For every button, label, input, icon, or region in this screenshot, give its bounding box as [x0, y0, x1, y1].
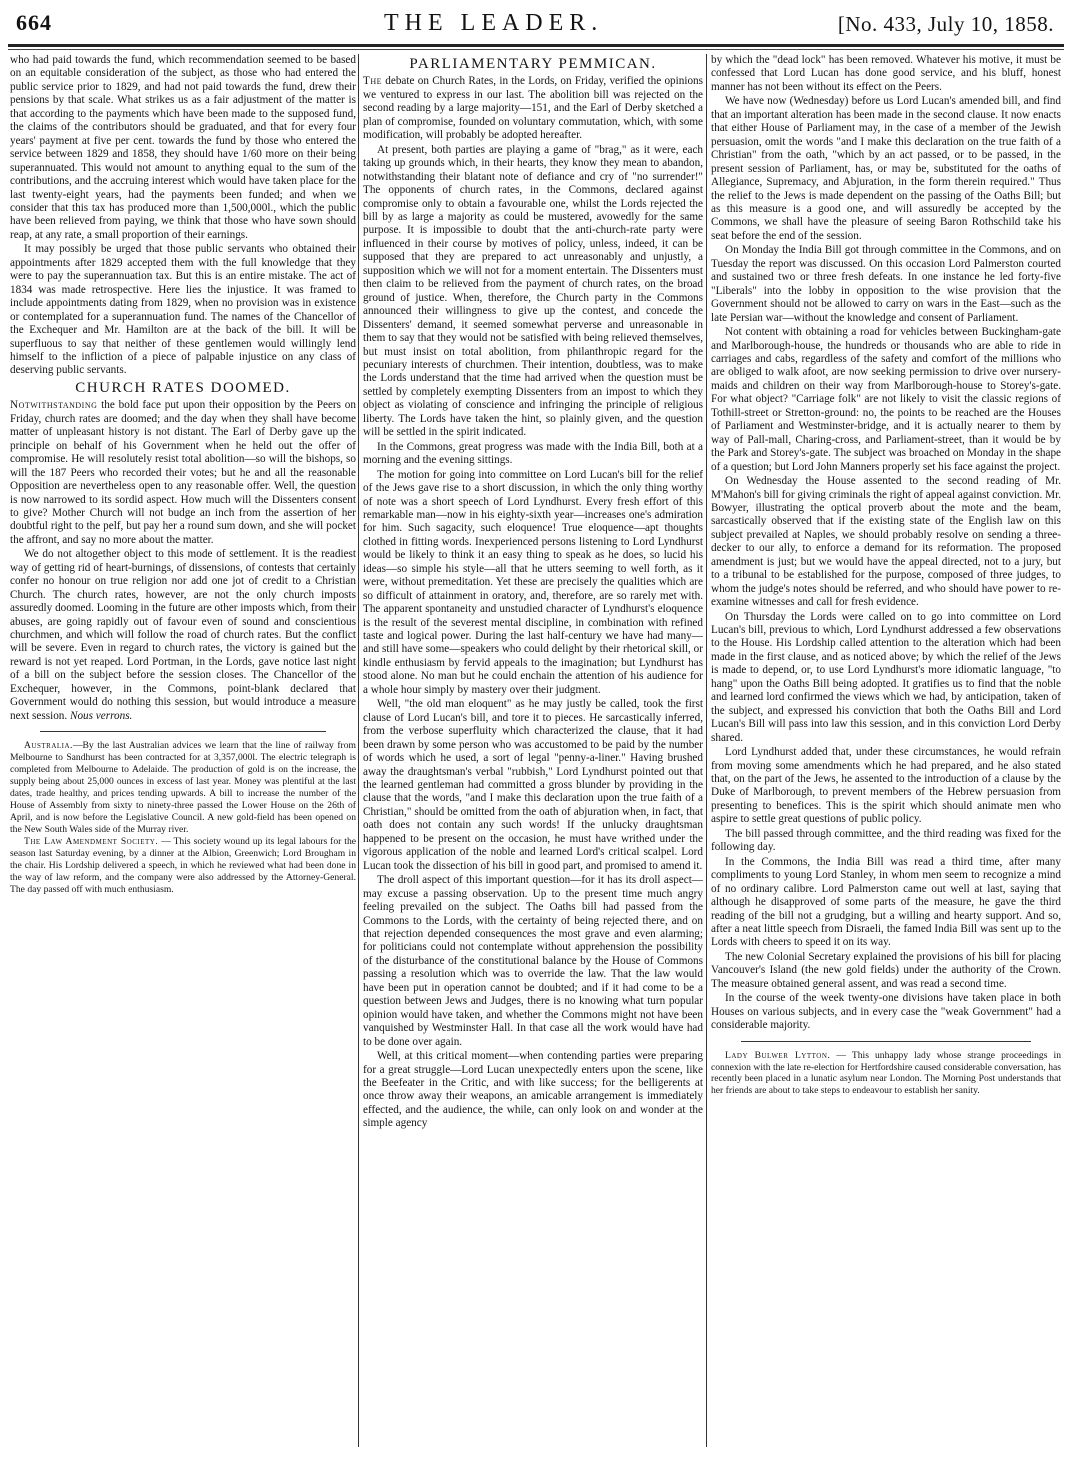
column-divider	[706, 54, 707, 1447]
section-divider	[40, 731, 326, 732]
article-paragraph: It may possibly be urged that those public servants who obtained their appointments after 1829 accepted them with the full knowledge that they were to pay the superannuation tax. But this is an entire mistake. The act of 1834 was made retrospective. Here lies the injustice. It was framed to include appointments dating from 1829, when no provision was in existence or contemplated for a superannuation fund. The names of the Chancellor of the Exchequer and Mr. Hamilton are at the back of the bill. It will be superfluous to say that neither of these gentlemen would willingly lend himself to the infliction of a piece of palpable injustice on any class of deserving public servants.	[10, 243, 356, 377]
section-divider	[741, 1041, 1031, 1042]
article-paragraph: Notwithstanding the bold face put upon their opposition by the Peers on Friday, church rates are doomed; and the day when they shall have become matter of unpleasant history is not distant. The Earl of Derby gave up the principle on behalf of his Government when he held out the offer of compromise. He will resolutely resist total abolition—so will the bishops, so will the 187 Peers who recorded their votes; but he and all the reasonable Opposition are nevertheless open to any reasonable offer. Well, the question is now narrowed to its sordid aspect. How much will the Dissenters consent to give? Mother Church will not budge an inch from the assertion of her doubtful right to the pelf, but pay her a round sum down, and she will pocket the affront, and say no more about the matter.	[10, 399, 356, 546]
column-divider	[358, 54, 359, 1447]
article-paragraph: At present, both parties are playing a game of "brag," as it were, each taking up grounds which, in their hearts, they know they mean to abandon, notwithstanding their blatant note of defiance and cry of "no surrender!" The opponents of church rates, in the Commons, declared against compromise only to obtain a favourable one, whilst the Lords rejected the bill by as large a majority as could be mustered, avowedly for the same purpose. It is impossible to doubt that the anti-church-rate party were influenced in their course by motives of policy, unless, indeed, it can be supposed that they are prepared to act unreasonably and unjustly, a supposition which we will not for a moment entertain. The Dissenters must then claim to be relieved from the payment of church rates, on the broad ground of justice. When, therefore, the Church party in the Commons announced their willingness to give up the contest, and concede the Dissenters' demand, it seemed somewhat perverse and unreasonable in them to say that they would not be satisfied with being relieved themselves, but must insist on total abolition, from philanthropic regard for the pecuniary interests of churchmen. Their intention, doubtless, was to make the Lords understand that the time had arrived when the question must be settled by completely exempting Dissenters from an impost to which they object as violating of conscience and infringing the principle of religious liberty. The Lords have taken the hint, so plainly given, and the question will be settled in the spirit indicated.	[363, 143, 703, 439]
column-3	[711, 54, 1061, 1451]
article-paragraph: The motion for going into committee on Lord Lucan's bill for the relief of the Jews gave rise to a short discussion, in which the only thing worthy of note was a short speech of Lord Lyndhurst. Every fresh effort of this remarkable man—now in his eighty-sixth year—increases one's admiration for him. Such sagacity, such eloquence! True eloquence—apt thoughts clothed in fitting words. Inexperienced persons listening to Lord Lyndhurst would be likely to think it an easy thing to speak as he does, so lucid his ideas—so simple his style—all that he utters seeming to well forth, as it were, without premeditation. Yet these are precisely the qualities which are so difficult of attainment in oratory, and, therefore, are so rarely met with. The apparent spontaneity and unstudied character of Lyndhurst's eloquence is the result of the severest mental discipline, in combination with refined taste and logical power. During the last half-century we have had many—and still have some—speakers who could delight by their rhetorical skill, or kindle enthusiasm by fervid appeals to the imagination; but Lyndhurst has stood alone. No man but he could enchain the attention of his audience for a whole hour simply by mastery over their judgment.	[363, 468, 703, 696]
article-paragraph: The debate on Church Rates, in the Lords, on Friday, verified the opinions we ventured to express in our last. The abolition bill was rejected on the second reading by a large majority—151, and the Earl of Derby sketched a plan of compromise, founded on voluntary commutation, which, with some modification, will probably be adopted hereafter.	[363, 75, 703, 142]
article-heading: CHURCH RATES DOOMED.	[75, 379, 291, 396]
article-paragraph: In the Commons, the India Bill was read a third time, after many compliments to young Lord Stanley, in whom men seem to recognize a mind of no ordinary calibre. Lord Palmerston came out well at last, saying that although he disapproved of some parts of the measure, he gave the third reading of the bill not a grudging, but a willing and hearty support. And so, after a neat little speech from Disraeli, the famed India Bill was sent up to the Lords with cheers to speed it on its way.	[711, 855, 1061, 949]
article-paragraph: In the Commons, great progress was made with the India Bill, both at a morning and the evening sittings.	[363, 440, 703, 467]
masthead	[4, 0, 1068, 36]
article-paragraph: Lord Lyndhurst added that, under these circumstances, he would refrain from moving some amendments which he had prepared, and he also stated that, on the part of the Jews, he assented to the introduction of a clause by the Duke of Marlborough, to prevent members of the Hebrew persuasion from presenting to benefices. This is the spirit which should animate men who aspire to settle great questions of public policy.	[711, 746, 1061, 826]
article-paragraph: The new Colonial Secretary explained the provisions of his bill for placing Vancouver's Island (the new gold fields) under the authority of the Crown. The measure obtained general assent, and was read a second time.	[711, 950, 1061, 990]
page-number: 664	[16, 10, 52, 35]
news-item: Australia.—By the last Australian advices we learn that the line of railway from Melbourne to Sandhurst has been contracted for at 3,357,000l. The electric telegraph is completed from Melbourne to Adelaide. The production of gold is on the increase, the supply being about 25,000 ounces in excess of last year. Money was plentiful at the last dates, trade healthy, and prices tending upwards. A bill to increase the number of the House of Assembly from sixty to ninety-three passed the Lower House on the 26th of April, and is now before the Legislative Council. A new gold-field has been opened on the New South Wales side of the Murray river.	[10, 740, 356, 835]
article-paragraph: On Monday the India Bill got through committee in the Commons, and on Tuesday the report was discussed. On this occasion Lord Palmerston courted and sustained two or three fresh defeats. In one instance he led forty-five "Liberals" into the lobby in opposition to the wise provision that the Government should not be allowed to carry on wars in the East—such as the late Persian war—without the knowledge and consent of Parliament.	[711, 244, 1061, 324]
newspaper-title: THE LEADER.	[384, 10, 604, 36]
drop-lead: The	[363, 75, 382, 88]
article-paragraph: On Thursday the Lords were called on to go into committee on Lord Lucan's bill, previous to which, Lord Lyndhurst addressed a few observations to the House. His Lordship called attention to the alteration which had been made in the first clause, and as noticed above; by which the relief of the Jews is made to depend, or, to use Lord Lyndhurst's more idiomatic language, "to hang" upon the Oaths Bill being adopted. It gratifies us to find that the noble and learned lord confirmed the views which we had, by anticipation, taken of the subject, and expressed his conviction that both the Oaths Bill and Lord Lucan's Bill will pass into law this session, and in this conviction Lord Derby shared.	[711, 610, 1061, 744]
news-item: Lady Bulwer Lytton. — This unhappy lady whose strange proceedings in connexion with the late re-election for Hertfordshire caused considerable conversation, has recently been placed in a lunatic asylum near London. The Morning Post understands that her friends are about to take steps to endeavour to establish her sanity.	[711, 1049, 1061, 1097]
article-paragraph: In the course of the week twenty-one divisions have taken place in both Houses on various subjects, and in every case the "weak Government" had a considerable majority.	[711, 992, 1061, 1032]
article-paragraph: The droll aspect of this important question—for it has its droll aspect—may excuse a passing observation. Up to the present time much angry feeling prevailed on the subject. The Oaths bill had passed from the Commons to the Lords, with the certainty of being rejected there, and on that rejection depended consequences the most grave and even alarming; for politicians could not contemplate without apprehension the possibility of the disturbance of the constitutional balance by the House of Commons passing a resolution which was to override the law. That the law would have been put in operation cannot be doubted; and if it had come to be a question between Jews and Judges, there is no knowing what turn popular opinion would have taken, and whether the Commons might not have been vanquished by Westminster Hall. In that case all the work would have had to be done over again.	[363, 874, 703, 1048]
masthead-rule-thin	[8, 49, 1064, 50]
article-paragraph: Not content with obtaining a road for vehicles between Buckingham-gate and Marlborough-house, the hundreds or thousands who are able to ride in carriages and cabs, regardless of the safety and comfort of the millions who are obliged to walk afoot, are now seeking permission to drive over nursery-maids and children on their way from Marlborough-house to Storey's-gate. For what object? "Carriage folk" are not likely to visit the classic regions of Tothill-street or Stretton-ground: no, the points to be reached are the Houses of Parliament and Westminster-bridge, and it is actually nearer to them by way of Pall-mall, Charing-cross, and Parliament-street, than it would be by the Park and Storey's-gate. The subject was broached on Monday in the shape of a question; but Lord John Manners properly set his face against the project.	[711, 326, 1061, 473]
article-paragraph: We have now (Wednesday) before us Lord Lucan's amended bill, and find that an important alteration has been made in the second clause. It now enacts that either House of Parliament may, in the case of a member of the Jewish persuasion, omit the words "and I make this declaration on the true faith of a Christian" from the oath, "which by an act passed, or to be passed, in the present session of Parliament, has, or may be, substituted for the oaths of Allegiance, Supremacy, and Abjuration, in the form therein required." Thus the relief to the Jews is made dependent on the passing of the Oaths Bill; but as this measure is a good one, and will assuredly be accepted by the Commons, we shall have the pleasure of seeing Baron Rothschild take his seat before the end of the session.	[711, 95, 1061, 242]
article-paragraph: who had paid towards the fund, which recommendation seemed to be based on an equitable consideration of the subject, as those who had entered the public service prior to 1829, and had not paid towards the fund, drew their pensions by that scale. What strikes us as a fair adjustment of the matter is that according to the payments which have been made to the supposed fund, the claims of the contributors should be graduated, and that for every four years' payment at five per cent. towards the fund by those who entered the service between 1829 and 1858, they should have 1/60 more on their being superannuated. This would not amount to anything equal to the sum of the contributions, and the accruing interest which would have taken place for the last twenty-eight years, had the payments been funded; and when we consider that this tax has produced more than 1,500,000l., which the public have been relieved from paying, we think that those who have sown should reap, at any rate, a small proportion of their earnings.	[10, 54, 356, 241]
column-1	[10, 54, 356, 1451]
article-paragraph: On Wednesday the House assented to the second reading of Mr. M'Mahon's bill for giving criminals the right of appeal against conviction. Mr. Bowyer, illustrating the optical proverb about the mote and the beam, sarcastically observed that if the existing state of the English law on this subject prevailed at Naples, we should probably resolve on sending a three-decker to our ally, to enforce a demand for its reformation. The proposed amendment is just; but we would have the appeal directed, not to a jury, but to a tribunal to be established for the purpose, composed of three judges, to whom the judge's notes should be referred, and who should have power to re-examine witnesses and call for fresh evidence.	[711, 475, 1061, 609]
news-lead: Lady Bulwer Lytton.	[725, 1049, 831, 1061]
article-signoff: Nous verrons.	[69, 709, 133, 722]
issue-date: [No. 433, July 10, 1858.	[837, 12, 1054, 36]
article-paragraph: Well, "the old man eloquent" as he may justly be called, took the first clause of Lord Lucan's bill, and tore it to pieces. He sarcastically inferred, from the verbose superfluity which characterized the clause, that it had been drawn by some person who was accustomed to be paid by the number of words which he used, a sort of legal "penny-a-liner." Having brushed away the draughtsman's verbal "rubbish," Lord Lyndhurst pointed out that the learned gentleman had committed a gross blunder by providing in the clause that the words, "and I make this declaration upon the true faith of a Christian," should be omitted from the oath of abjuration when, in fact, that oath does not contain any such words! If the unlucky draughtsman happened to be present on the occasion, he must have writhed under the vigorous application of the noble and learned Lord's critical scalpel. Lord Lucan took the dissection of his bill in good part, and promised to amend it.	[363, 698, 703, 872]
masthead-rule	[8, 44, 1064, 47]
article-paragraph: Well, at this critical moment—when contending parties were preparing for a great struggle—Lord Lucan unexpectedly enters upon the scene, like the Beefeater in the Critic, and with like success; for the belligerents at once throw away their weapons, an amicable arrangement is immediately effected, and the audience, the while, can only look on and wonder at the simple agency	[363, 1050, 703, 1130]
news-item: The Law Amendment Society. — This society wound up its legal labours for the season last Saturday evening, by a dinner at the Albion, Greenwich; Lord Brougham in the chair. His Lordship delivered a speech, in which he reviewed what had been done in the way of law reform, and the company were also addressed by the Attorney-General. The day passed off with much enthusiasm.	[10, 836, 356, 896]
article-paragraph: by which the "dead lock" has been removed. Whatever his motive, it must be confessed that Lord Lucan has done good service, and his bluff, honest manner has not been without its effect on the Peers.	[711, 54, 1061, 93]
news-lead: Australia.	[24, 740, 73, 752]
article-paragraph: We do not altogether object to this mode of settlement. It is the readiest way of getting rid of heart-burnings, of dissensions, of contests that certainly confer no honour on true religion nor add one jot of credit to a Christian Church. The church rates, however, are not the only church imposts assuredly doomed. Looming in the future are other imposts which, from their abuses, are going rapidly out of favour even of sound and conscientious churchmen, and which will follow the road of church rates. But the conflict will be severe. Even in regard to church rates, the victory is gained but the reward is not yet reaped. Lord Portman, in the Lords, gave notice last night of a bill on the subject before the session closes. The Chancellor of the Exchequer, however, in the Commons, point-blank declared that Government would do nothing this session, but would introduce a measure next session. Nous verrons.	[10, 548, 356, 722]
article-paragraph: The bill passed through committee, and the third reading was fixed for the following day.	[711, 827, 1061, 854]
column-2	[363, 54, 703, 1451]
news-lead: The Law Amendment Society.	[24, 836, 159, 848]
drop-lead: Notwithstanding	[10, 399, 98, 412]
article-heading: PARLIAMENTARY PEMMICAN.	[409, 56, 657, 72]
